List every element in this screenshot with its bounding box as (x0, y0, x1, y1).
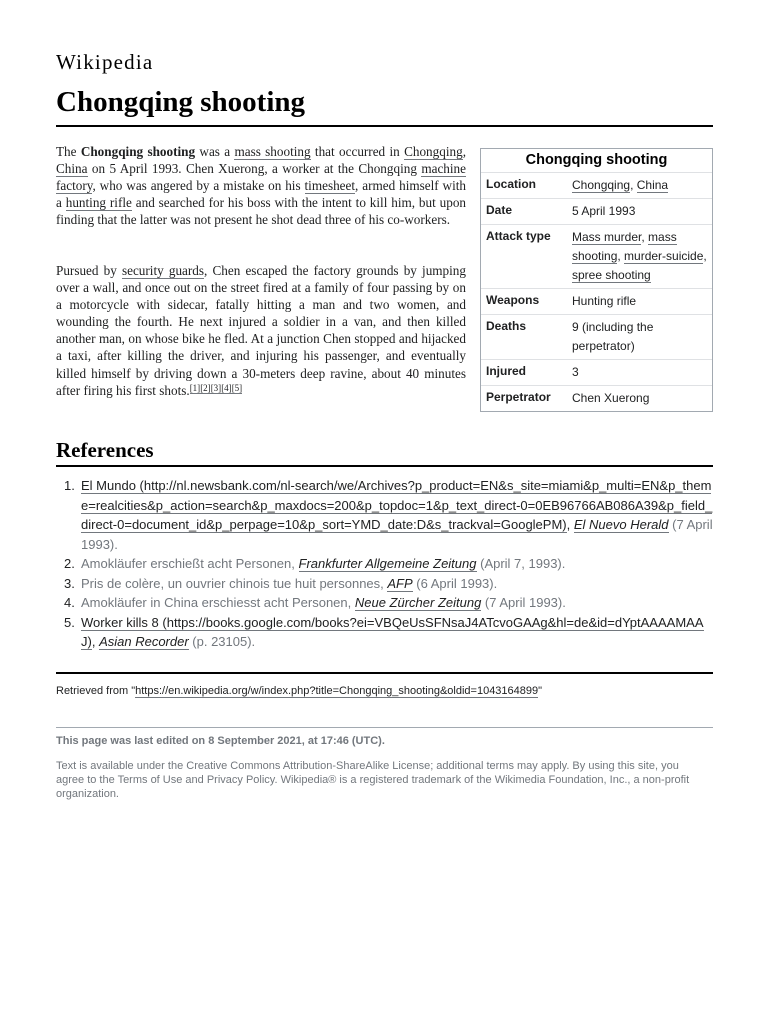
infobox (480, 148, 713, 412)
last-edited-text: This page was last edited on 8 September 2021, at 17:46 (UTC). (56, 735, 385, 747)
lead-paragraph-2 (56, 262, 466, 399)
text-run: , Chen escaped the factory grounds by jumping over a wall, and once out on the street fired at a family of four passing by on a motorcycle with sidecar, fatally hitting a man and two women, and wounding the fourth. He next injured a soldier in a van, and then killed another man, on whose bike he fled. At a junction Chen stopped and hijacked a taxi, after killing the driver, and injuring his passenger, and eventually killed himself by driving down a 30-meters deep ravine, about 40 minutes after firing his first shots. (56, 263, 466, 398)
reference-item (56, 593, 713, 613)
reference-number: 5. (64, 614, 75, 630)
inline-link[interactable]: Neue Zürcher Zeitung (354, 595, 482, 610)
citation-group (190, 383, 243, 394)
citation-link[interactable]: [5] (231, 382, 243, 393)
citation-link[interactable]: [4] (221, 382, 232, 393)
text-run: (6 April 1993). (412, 575, 498, 591)
lead-paragraph-1 (56, 143, 466, 228)
footer-divider (56, 727, 713, 728)
reference-number: 1. (64, 478, 75, 493)
text-run: , who was angered by a mistake on his (92, 178, 305, 194)
retrieved-suffix: " (538, 685, 543, 697)
inline-link[interactable]: security guards (121, 263, 205, 278)
text-run: (7 April 1993). (481, 595, 566, 610)
inline-link[interactable]: Asian Recorder (99, 634, 189, 649)
inline-link[interactable]: Worker kills 8 (https://books.google.com/books?ei=VBQeUsSFNsaJ4ATcvoGAAg&hl=de&id=dYptAAAAMAAJ) (81, 614, 704, 649)
inline-link[interactable]: Frankfurter Allgemeine Zeitung (298, 556, 477, 571)
text-run: on 5 April 1993. Chen Xuerong, a worker at the Chongqing (87, 161, 422, 177)
infobox-label: Attack type (486, 229, 551, 243)
text-run: Pris de colère, un ouvrier chinois tue huit personnes, (81, 575, 388, 591)
text-run: Pursued by (56, 263, 122, 278)
inline-link[interactable]: mass shooting (234, 144, 311, 159)
text-run: Chen Xuerong (572, 391, 650, 405)
citation-link[interactable]: [3] (210, 382, 222, 393)
infobox-value (569, 199, 712, 224)
text-run: and searched for his boss with the intent to kill him, but upon finding that the latter was not present he shot dead three of his co-workers. (56, 195, 467, 228)
inline-link[interactable]: China (636, 178, 669, 192)
text-run: Hunting rifle (572, 294, 637, 308)
infobox-row (481, 314, 712, 359)
title-divider (56, 125, 713, 127)
reference-item (56, 574, 713, 594)
text-run: , (641, 230, 649, 244)
wikipedia-logo-text: Wikipedia (56, 50, 154, 74)
text-run: (7 April 1993). (81, 517, 713, 552)
references-list (56, 476, 713, 652)
text-run: , (566, 517, 574, 532)
infobox-value (569, 225, 712, 288)
inline-link[interactable]: El Nuevo Herald (573, 517, 669, 532)
infobox-value (569, 360, 712, 385)
infobox-label: Deaths (486, 319, 527, 333)
infobox-row (481, 172, 712, 198)
reference-number: 2. (64, 556, 75, 571)
text-run: 5 April 1993 (572, 204, 636, 218)
text-run: , (462, 144, 466, 159)
text-run: , (703, 249, 707, 263)
text-run: that occurred in (310, 144, 405, 159)
infobox-value (569, 386, 712, 411)
text-run: (p. 23105). (188, 634, 256, 649)
infobox-label: Date (486, 203, 513, 217)
infobox-rows (481, 172, 712, 411)
reference-number: 4. (64, 595, 75, 610)
retrieved-from (56, 685, 542, 697)
infobox-row (481, 224, 712, 288)
inline-link[interactable]: China (56, 161, 88, 177)
reference-item (56, 613, 713, 652)
infobox-row (481, 198, 712, 224)
text-run: (April 7, 1993). (476, 556, 566, 571)
inline-link[interactable]: Chongqing (404, 144, 463, 159)
inline-link[interactable]: El Mundo (http://nl.newsbank.com/nl-search/we/Archives?p_product=EN&s_site=miami&p_multi=EN&p_theme=realcities&p_action=search&p_maxdocs=200&p_topdoc=1&p_text_direct-0=0EB96766AB086A39&p_field_direct-0=document_id&p_perpage=10&p_sort=YMD_date:D&s_trackval=GooglePM) (81, 478, 713, 532)
reference-item (56, 554, 713, 574)
text-run: , (91, 634, 100, 649)
infobox-row (481, 359, 712, 385)
text-run: Amokläufer erschießt acht Personen, (81, 556, 299, 571)
content-end-divider (56, 672, 713, 674)
citation-link[interactable]: [1] (189, 382, 201, 393)
infobox-row (481, 288, 712, 314)
page-title: Chongqing shooting (56, 86, 306, 118)
text-run: Amokläufer in China erschiesst acht Personen, (81, 595, 355, 610)
infobox-label: Location (486, 177, 536, 191)
inline-link[interactable]: spree shooting (572, 268, 651, 282)
text-run: was a (195, 144, 235, 159)
infobox-label: Perpetrator (486, 390, 551, 404)
infobox-value (569, 315, 712, 359)
retrieved-link[interactable]: https://en.wikipedia.org/w/index.php?title=Chongqing_shooting&oldid=1043164899 (135, 685, 539, 697)
inline-link[interactable]: timesheet (304, 178, 356, 194)
license-text: Text is available under the Creative Commons Attribution-ShareAlike License; additional terms may apply. By using this site, you agree to the Terms of Use and Privacy Policy. Wikipedia® is a registered trademark of the Wikimedia Foundation, Inc., a non-profit organization. (56, 760, 690, 800)
text-run: The (56, 144, 81, 159)
infobox-label: Injured (486, 364, 527, 378)
bold-term: Chongqing shooting (80, 144, 196, 159)
reference-item (56, 476, 713, 554)
inline-link[interactable]: Mass murder (572, 230, 642, 244)
reference-number: 3. (64, 575, 75, 591)
text-run: 9 (including the perpetrator) (572, 320, 654, 353)
inline-link[interactable]: machine factory (56, 161, 466, 194)
references-divider (56, 465, 713, 467)
infobox-value (569, 173, 712, 198)
infobox-title: Chongqing shooting (525, 152, 668, 168)
text-run: , armed himself with a (56, 178, 467, 211)
references-heading: References (56, 438, 154, 462)
infobox-label: Weapons (486, 293, 540, 307)
inline-link[interactable]: AFP (387, 575, 413, 591)
infobox-row (481, 385, 712, 411)
text-run: , (630, 178, 637, 192)
text-run: 3 (572, 365, 579, 379)
retrieved-prefix: Retrieved from " (56, 685, 136, 697)
inline-link[interactable]: hunting rifle (65, 195, 132, 211)
inline-link[interactable]: Chongqing (572, 178, 631, 192)
infobox-value (569, 289, 712, 314)
inline-link[interactable]: murder-suicide (624, 249, 704, 263)
citation-link[interactable]: [2] (200, 382, 211, 393)
inline-link[interactable]: mass shooting (572, 230, 677, 263)
text-run: , (617, 249, 625, 263)
wikipedia-logo[interactable] (56, 50, 153, 75)
